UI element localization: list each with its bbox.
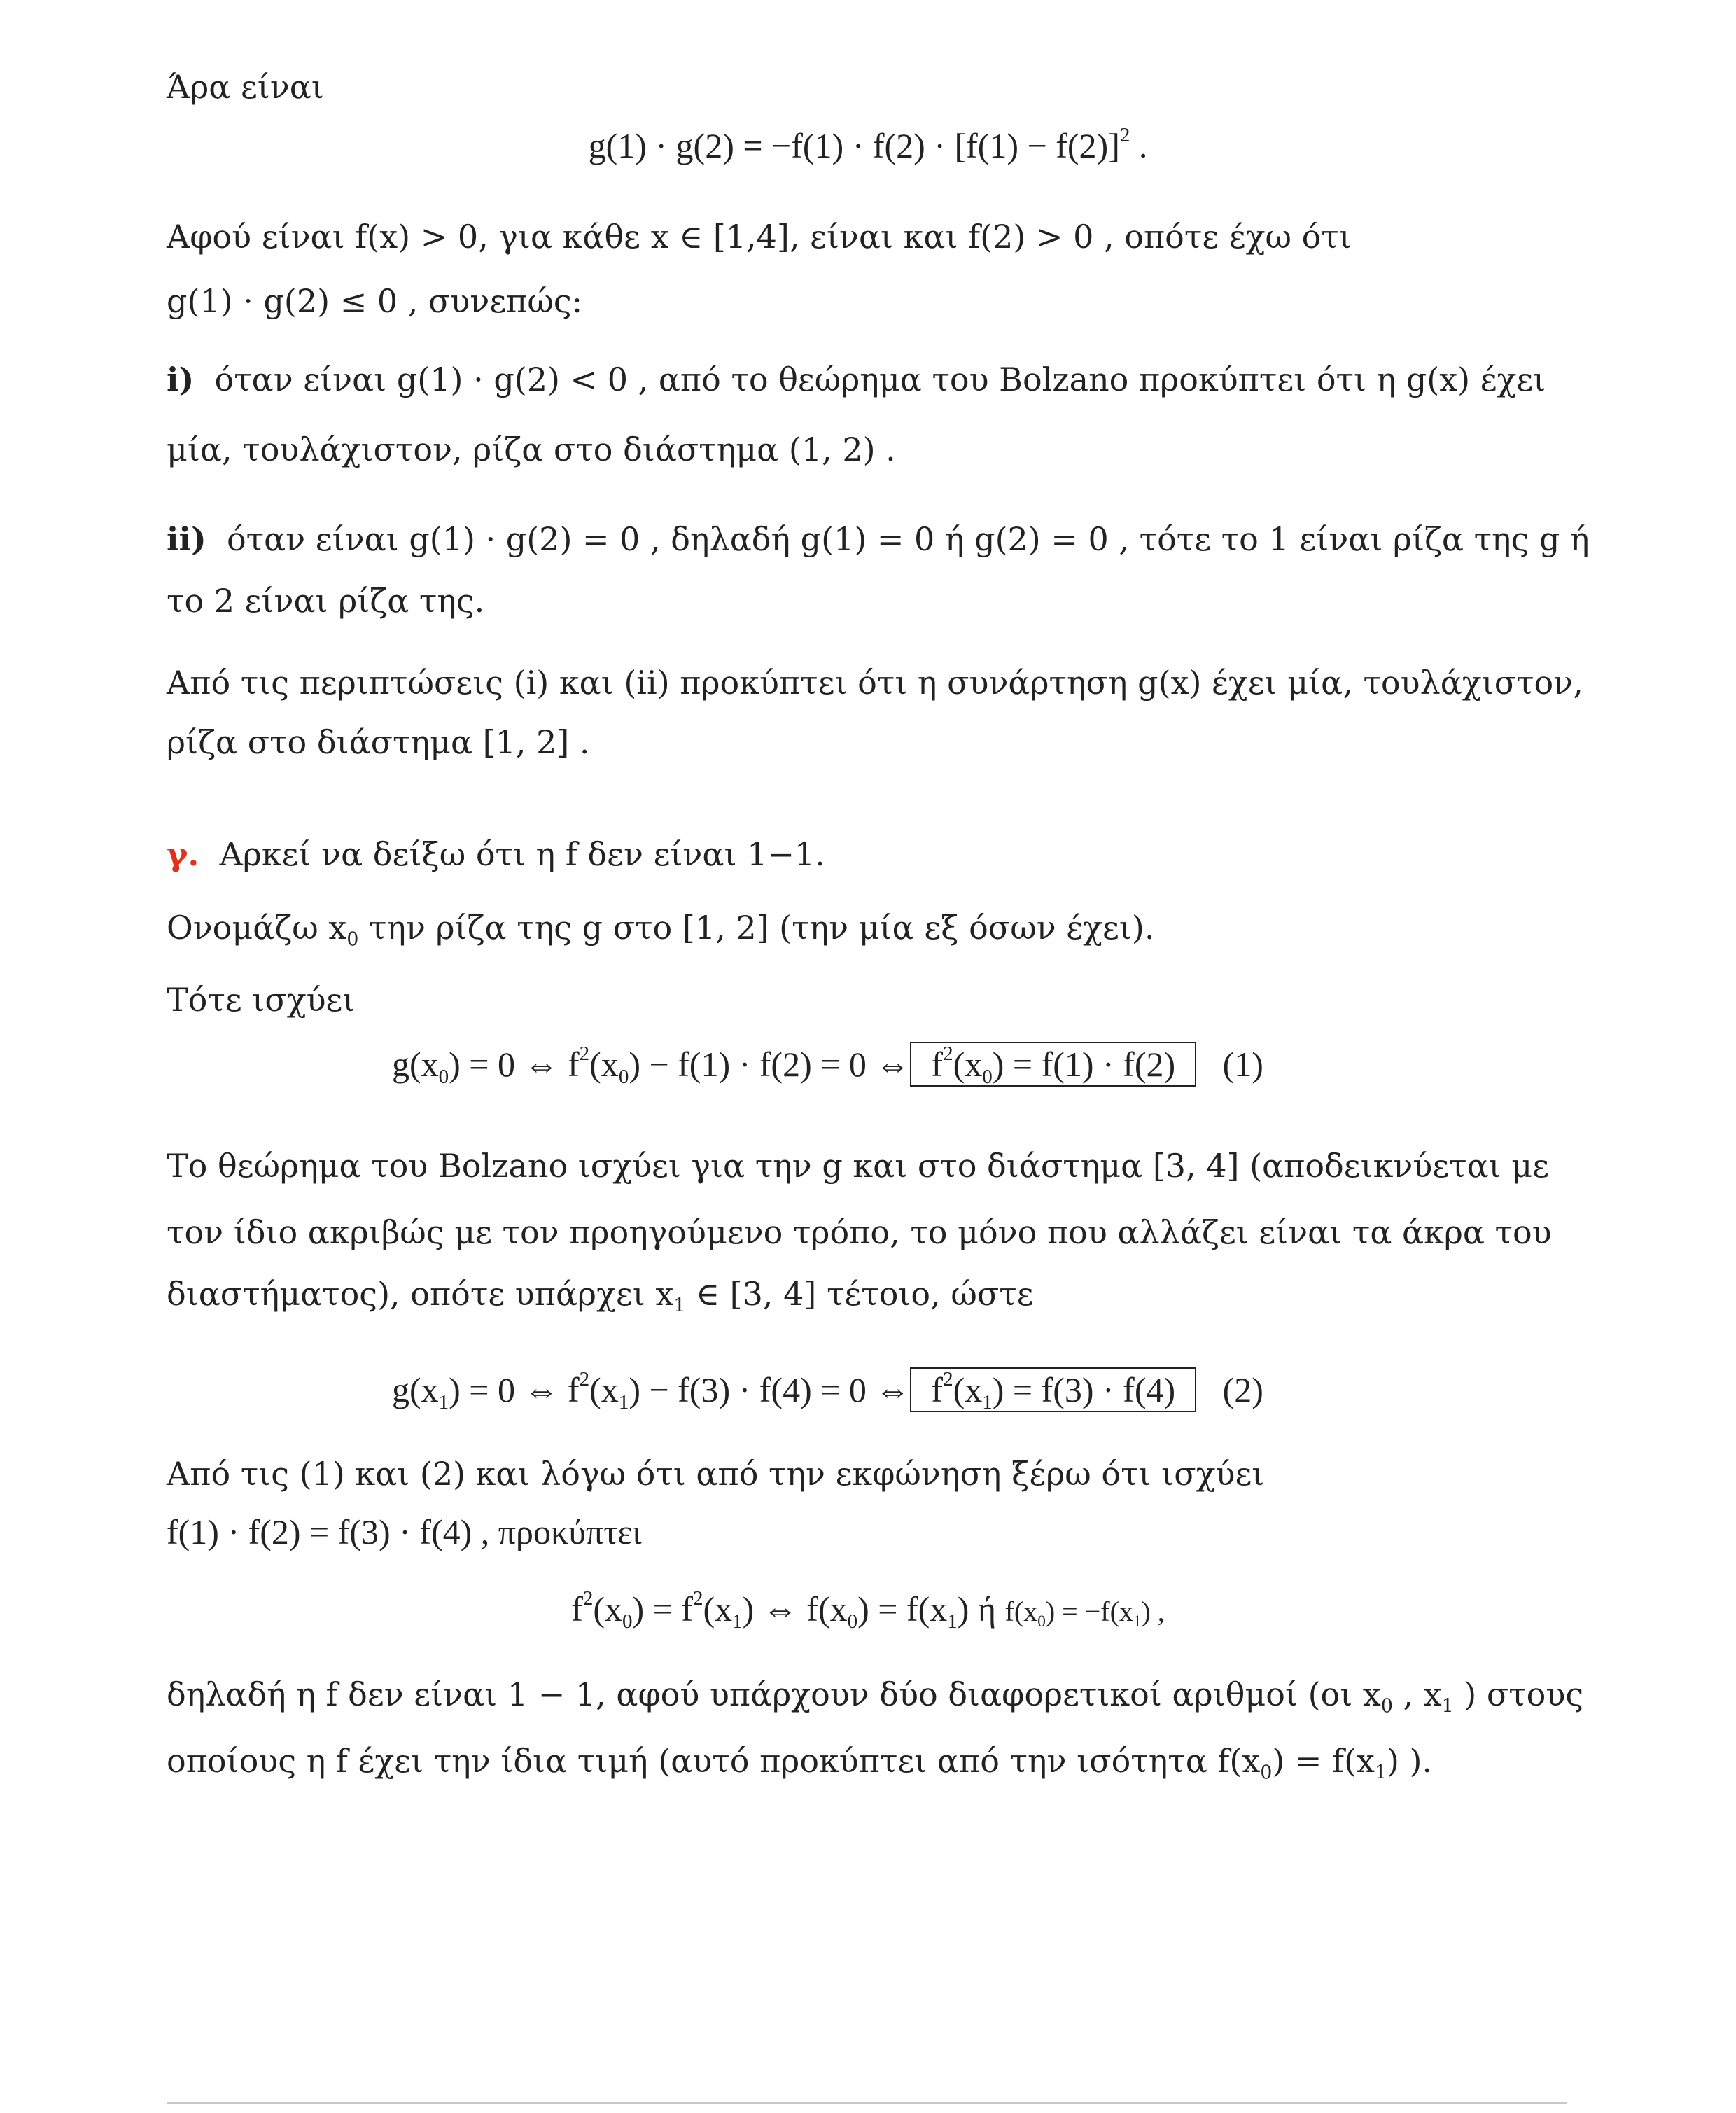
text-line: Άρα είναι [167, 68, 324, 106]
equation-number: (1) [1222, 1045, 1264, 1084]
equation-1: $g(x_0) = 0$ ⇔ $f^2(x_0) - f(1) \cdot f(2) = 0$ ⇔ $f^2(x_0) = f(1) \cdot f(2)$ (1) [392, 1042, 1264, 1089]
text-line: μία, τουλάχιστον, ρίζα στο διάστημα (1, 2) . [167, 431, 896, 468]
text-line: οποίους η f έχει την ίδια τιμή (αυτό προκύπτει από την ισότητα $f(x_0) = f(x_1)$ ). [167, 1742, 1433, 1784]
text-line: Αφού είναι f(x) > 0, για κάθε x ∈ [1,4], είναι και f(2) > 0 , οπότε έχω ότι [167, 218, 1352, 256]
case-ii: ii) όταν είναι g(1) · g(2) = 0 , δηλαδή g(1) = 0 ή g(2) = 0 , τότε το 1 είναι ρίζα της g ή [167, 520, 1590, 558]
text-line: Από τις (1) και (2) και λόγω ότι από την εκφώνηση ξέρω ότι ισχύει [167, 1455, 1265, 1493]
text-line: Το θεώρημα του Bolzano ισχύει για την g και στο διάστημα [3, 4] (αποδεικνύεται με [167, 1147, 1550, 1185]
equation-2: $g(x_1) = 0$ ⇔ $f^2(x_1) - f(3) \cdot f(4) = 0$ ⇔ $f^2(x_1) = f(3) \cdot f(4)$ (2) [392, 1367, 1264, 1414]
equation-3: $f^2(x_0) = f^2(x_1)$ ⇔ $f(x_0) = f(x_1)$ ή $f(x_0) = -f(x_1)$ , [571, 1587, 1165, 1633]
text-line: Τότε ισχύει [167, 981, 356, 1019]
text-line: διαστήματος), οπότε υπάρχει $x_1$ ∈ [3, 4] τέτοιο, ώστε [167, 1275, 1034, 1317]
text-line: g(1) · g(2) ≤ 0 , συνεπώς: [167, 282, 583, 320]
case-label: ii) [167, 520, 206, 558]
text-line: δηλαδή η f δεν είναι 1 − 1, αφού υπάρχουν δύο διαφορετικοί αριθμοί (οι $x_0$ , $x_1$ ) στους [167, 1675, 1584, 1717]
section-gamma: γ. Αρκεί να δείξω ότι η f δεν είναι 1−1. [167, 835, 825, 873]
text-line: ρίζα στο διάστημα [1, 2] . [167, 723, 590, 761]
footer-divider [167, 2102, 1567, 2104]
case-label: i) [167, 361, 195, 398]
equation-number: (2) [1222, 1370, 1264, 1409]
boxed-result: $f^2(x_0) = f(1) \cdot f(2)$ [910, 1042, 1196, 1087]
text-line: το 2 είναι ρίζα της. [167, 582, 485, 620]
text-line: Από τις περιπτώσεις (i) και (ii) προκύπτει ότι η συνάρτηση g(x) έχει μία, τουλάχιστον, [167, 664, 1583, 702]
section-label: γ. [167, 835, 200, 873]
text-line: τον ίδιο ακριβώς με τον προηγούμενο τρόπο, το μόνο που αλλάζει είναι τα άκρα του [167, 1213, 1552, 1251]
text-line: f(1) · f(2) = f(3) · f(4) , προκύπτει [167, 1512, 642, 1551]
text-line: Ονομάζω $x_0$ την ρίζα της g στο [1, 2] (την μία εξ όσων έχει). [167, 909, 1155, 951]
boxed-result: $f^2(x_1) = f(3) \cdot f(4)$ [910, 1367, 1196, 1412]
equation-g1-g2: $g(1) \cdot g(2) = -f(1) \cdot f(2) \cdot [f(1) - f(2)]^2$ . [588, 123, 1148, 165]
case-i: i) όταν είναι g(1) · g(2) < 0 , από το θεώρημα του Bolzano προκύπτει ότι η g(x) έχει [167, 361, 1546, 398]
